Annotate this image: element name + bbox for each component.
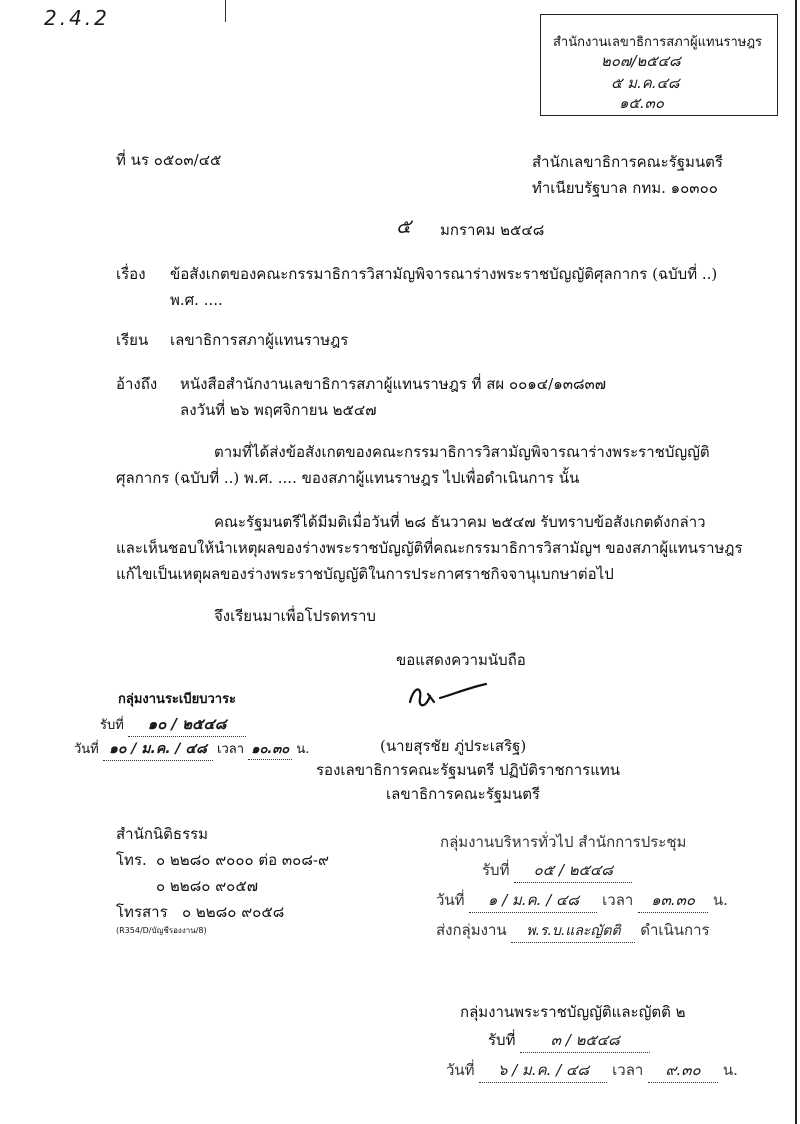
signer-title2: เลขาธิการคณะรัฐมนตรี [386, 785, 540, 803]
contact-code: (R354/D/บัญชีรองงาน/8) [116, 926, 207, 935]
stamp-top-title: สำนักงานเลขาธิการสภาผู้แทนราษฎร [553, 35, 763, 50]
subject-line2: พ.ศ. .... [170, 291, 223, 309]
stamp-right2-recv-label: รับที่ [488, 1031, 516, 1049]
stamp-left-time-suffix: น. [296, 742, 310, 757]
stamp-right1-forward-label: ส่งกลุ่มงาน [436, 921, 507, 939]
stamp-top-number: ๒๐๗/๒๕๔๘ [601, 52, 681, 70]
stamp-right2-time-label: เวลา [612, 1061, 644, 1079]
stamp-right2-recv-value: ๓ / ๒๕๔๘ [520, 1028, 650, 1053]
contact-tel1: ๐ ๒๒๘๐ ๙๐๐๐ ต่อ ๓๐๘-๙ [156, 851, 329, 869]
para2-line1: คณะรัฐมนตรีได้มีมติเมื่อวันที่ ๒๘ ธันวาคม ๒๕๔๗ รับทราบข้อสังเกตดังกล่าว [214, 513, 706, 531]
margin-line [225, 0, 226, 22]
stamp-left-recv-value: ๑๐ / ๒๕๔๘ [128, 712, 246, 737]
para2-line3: แก้ไขเป็นเหตุผลของร่างพระราชบัญญัติในการประกาศราชกิจจานุเบกษาต่อไป [116, 565, 614, 583]
contact-tel2: ๐ ๒๒๘๐ ๙๐๕๗ [156, 877, 258, 895]
stamp-left-date-label: วันที่ [74, 742, 99, 757]
signer-title1: รองเลขาธิการคณะรัฐมนตรี ปฏิบัติราชการแทน [316, 761, 621, 779]
stamp-top-time: ๑๕.๓๐ [619, 94, 665, 112]
stamp-right1-date-label: วันที่ [436, 891, 465, 909]
signature-mark [404, 680, 494, 716]
subject-line1: ข้อสังเกตของคณะกรรมาธิการวิสามัญพิจารณาร่างพระราชบัญญัติศุลกากร (ฉบับที่ ..) [170, 265, 718, 283]
date-day: ๕ [396, 214, 412, 238]
stamp-right1-date-value: ๑ / ม.ค. / ๔๘ [469, 888, 597, 913]
stamp-right1-title: กลุ่มงานบริหารทั่วไป สำนักการประชุม [440, 833, 687, 851]
receipt-stamp-top [540, 14, 778, 116]
stamp-right1-time-label: เวลา [602, 891, 634, 909]
stamp-right1-time-value: ๑๓.๓๐ [638, 888, 708, 913]
stamp-right2-date-label: วันที่ [446, 1061, 475, 1079]
para1-line2: ศุลกากร (ฉบับที่ ..) พ.ศ. .... ของสภาผู้แทนราษฎร ไปเพื่อดำเนินการ นั้น [116, 469, 580, 487]
closing-request: จึงเรียนมาเพื่อโปรดทราบ [214, 607, 376, 625]
stamp-right1-recv-value: ๐๕ / ๒๕๔๘ [514, 858, 632, 883]
para2-line2: และเห็นชอบให้นำเหตุผลของร่างพระราชบัญญัติที่คณะกรรมาธิการวิสามัญฯ ของสภาผู้แทนราษฎร [116, 539, 743, 557]
stamp-right1-recv-label: รับที่ [482, 861, 510, 879]
stamp-right2-time-suffix: น. [722, 1061, 738, 1079]
stamp-left-recv-label: รับที่ [100, 718, 124, 733]
stamp-left-title: กลุ่มงานระเบียบวาระ [118, 692, 237, 707]
ref-line2: ลงวันที่ ๒๖ พฤศจิกายน ๒๕๔๗ [180, 401, 377, 419]
signer-name: (นายสุรชัย ภู่ประเสริฐ) [380, 737, 527, 755]
stamp-left-date-value: ๑๐ / ม.ค. / ๔๘ [103, 738, 213, 761]
date-rest: มกราคม ๒๕๔๘ [440, 221, 545, 239]
doc-number: ที่ นร ๐๕๐๓/๔๕ [116, 151, 222, 169]
stamp-left-time-value: ๑๐.๓๐ [248, 738, 292, 760]
subject-label: เรื่อง [116, 265, 146, 283]
corner-mark: 2.4.2 [44, 6, 110, 30]
stamp-right1-time-suffix: น. [712, 891, 728, 909]
contact-fax-label: โทรสาร [116, 903, 168, 921]
to-label: เรียน [116, 331, 149, 349]
stamp-right2-date-value: ๖ / ม.ค. / ๔๘ [479, 1058, 607, 1083]
stamp-top-date: ๕ ม.ค.๔๘ [611, 74, 680, 92]
scan-edge [795, 0, 797, 1124]
contact-fax: ๐ ๒๒๘๐ ๙๐๕๘ [182, 903, 285, 921]
stamp-right1-forward-suffix: ดำเนินการ [640, 921, 710, 939]
sender-office: สำนักเลขาธิการคณะรัฐมนตรี [532, 153, 723, 171]
closing: ขอแสดงความนับถือ [396, 651, 526, 669]
contact-office: สำนักนิติธรรม [116, 825, 209, 843]
stamp-right2-title: กลุ่มงานพระราชบัญญัติและญัตติ ๒ [460, 1003, 686, 1021]
to-text: เลขาธิการสภาผู้แทนราษฎร [170, 331, 349, 349]
contact-tel-label: โทร. [116, 851, 147, 869]
ref-line1: หนังสือสำนักงานเลขาธิการสภาผู้แทนราษฎร ที่ สผ ๐๐๑๔/๑๓๘๓๗ [180, 375, 607, 393]
sender-address: ทำเนียบรัฐบาล กทม. ๑๐๓๐๐ [532, 179, 718, 197]
stamp-right2-time-value: ๙.๓๐ [648, 1058, 718, 1083]
stamp-left-time-label: เวลา [217, 742, 245, 757]
stamp-right1-forward-value: พ.ร.บ.และญัตติ [511, 920, 635, 943]
ref-label: อ้างถึง [116, 375, 158, 393]
para1-line1: ตามที่ได้ส่งข้อสังเกตของคณะกรรมาธิการวิสามัญพิจารณาร่างพระราชบัญญัติ [214, 443, 710, 461]
